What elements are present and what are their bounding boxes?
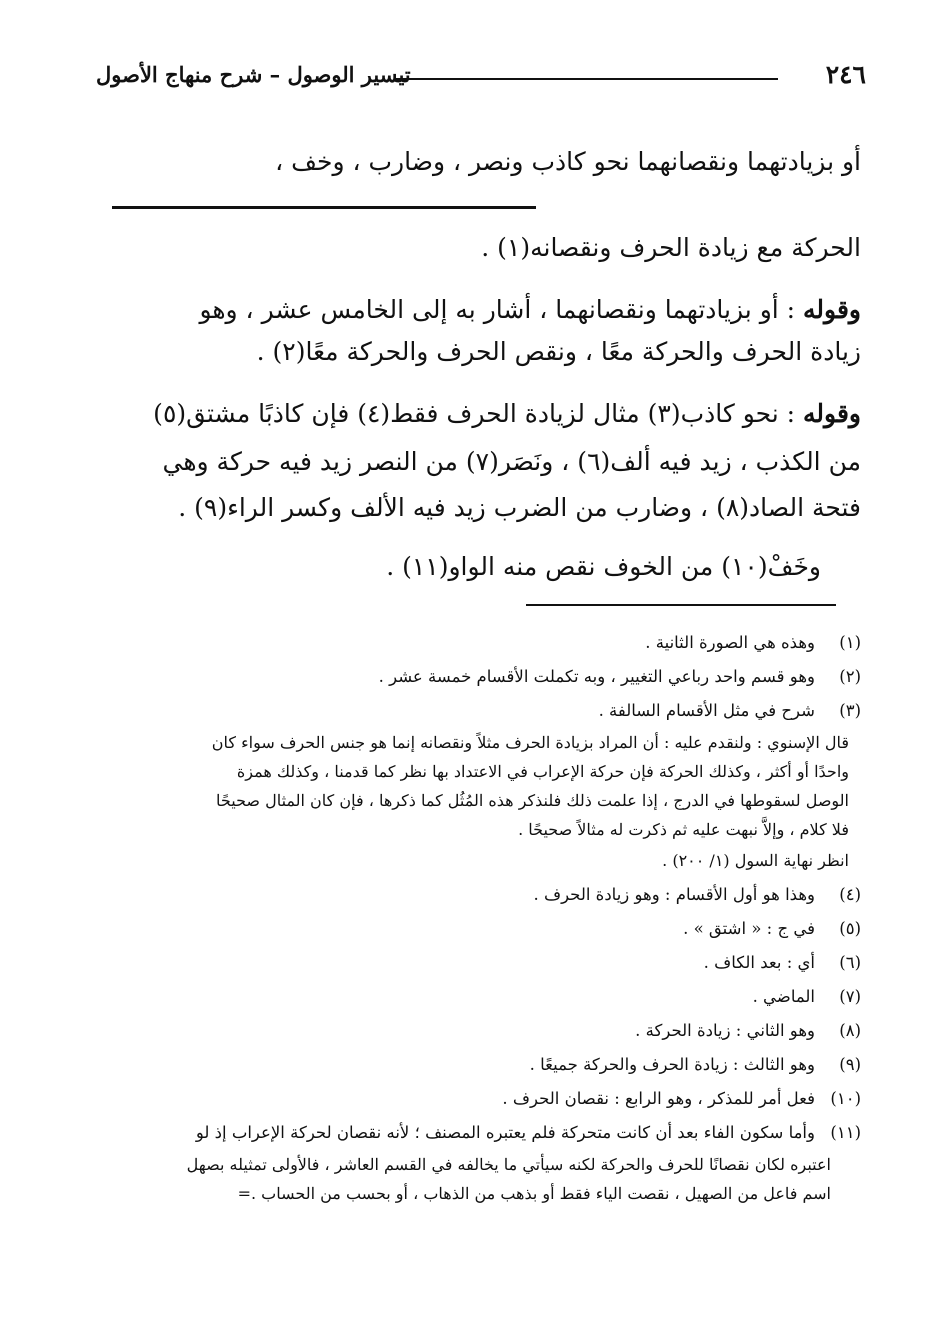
footnote-number: (٧) (839, 987, 861, 1006)
footnote-text: شرح في مثل الأقسام السالفة . (598, 701, 815, 720)
footnote (101, 1116, 861, 1150)
footnote (101, 626, 861, 660)
footnote (101, 694, 861, 728)
footnote-continuation: اسم فاعل من الصهيل ، نقصت الياء فقط أو بذهب من الذهاب ، أو بحسب من الحساب .= (237, 1184, 831, 1203)
footnote-number: (٩) (839, 1055, 861, 1074)
paragraph-line (199, 290, 861, 330)
paragraph-line (153, 394, 861, 434)
footnote-number: (٦) (839, 953, 861, 972)
footnote (101, 1048, 861, 1082)
footnote-number: (٥) (839, 919, 861, 938)
footnote-number: (١١) (830, 1123, 861, 1142)
footnote-text: وأما سكون الفاء بعد أن كانت متحركة فلم يعتبره المصنف ؛ لأنه نقصان لحركة الإعراب إذ لو (195, 1123, 815, 1142)
paragraph-text: : نحو كاذب(٣) مثال لزيادة الحرف فقط(٤) فإن كاذبًا مشتق(٥) (153, 399, 804, 428)
footnote-rule (526, 604, 836, 606)
footnote-number: (١) (839, 633, 861, 652)
paragraph-line: من الكذب ، زيد فيه ألف(٦) ، ونَصَر(٧) من النصر زيد فيه حركة وهي (162, 447, 861, 476)
footnote-text: وهو الثالث : زيادة الحرف والحركة جميعًا . (529, 1055, 815, 1074)
footnote (101, 946, 861, 980)
footnote (101, 660, 861, 694)
footnote (101, 1014, 861, 1048)
footnote-quote-line: فلا كلام ، وإلاَّ نبهت عليه ثم ذكرت له مثالاً صحيحًا . (518, 820, 849, 839)
footnote-number: (٨) (839, 1021, 861, 1040)
footnote-text: في ج : « اشتق » . (683, 919, 815, 938)
footnotes (101, 626, 861, 1208)
footnote (101, 1082, 861, 1116)
page-number: ٢٤٦ (825, 60, 866, 89)
footnote-number: (٢) (839, 667, 861, 686)
paragraph-line: وخَفْ(١٠) من الخوف نقص منه الواو(١١) . (386, 552, 821, 581)
paragraph-lead: وقوله (803, 295, 861, 324)
footnote-quote-line: قال الإسنوي : ولنقدم عليه : أن المراد بزيادة الحرف مثلاً ونقصانه إنما هو جنس الحرف سواء كان (211, 733, 849, 752)
footnote-text: أي : بعد الكاف . (703, 953, 815, 972)
main-text-line: الحركة مع زيادة الحرف ونقصانه(١) . (481, 233, 861, 262)
footnote (101, 878, 861, 912)
footnote-continuation: اعتبره لكان نقصانًا للحرف والحركة لكنه سيأتي ما يخالفه في القسم العاشر ، فالأولى تمثيله بصهل (186, 1155, 831, 1174)
footnote-number: (١٠) (830, 1089, 861, 1108)
main-text-line: أو بزيادتهما ونقصانهما نحو كاذب ونصر ، وضارب ، وخف ، (275, 147, 861, 176)
footnote-text: وهذه هي الصورة الثانية . (645, 633, 815, 652)
footnote-number: (٤) (839, 885, 861, 904)
paragraph-lead: وقوله (803, 399, 861, 428)
footnote-quote-line: واحدًا أو أكثر ، وكذلك الحركة فإن حركة الإعراب في الاعتداد بها نظر كما قدمنا ، وكذلك همزة (236, 762, 849, 781)
footnote-reference: انظر نهاية السول (١/ ٢٠٠) . (662, 851, 849, 870)
page-header (96, 60, 866, 96)
paragraph-line: زيادة الحرف والحركة معًا ، ونقص الحرف والحركة معًا(٢) . (256, 337, 861, 366)
footnote-quote-line: الوصل لسقوطها في الدرج ، إذا علمت ذلك فلنذكر هذه المُثُل كما ذكرها ، فإن كان المثال صحيحًا (216, 791, 849, 810)
footnote-text: فعل أمر للمذكر ، وهو الرابع : نقصان الحرف . (502, 1089, 815, 1108)
footnote-number: (٣) (839, 701, 861, 720)
footnote (101, 980, 861, 1014)
running-title: تيسير الوصول – شرح منهاج الأصول (96, 62, 411, 87)
paragraph-line: فتحة الصاد(٨) ، وضارب من الضرب زيد فيه الألف وكسر الراء(٩) . (178, 493, 861, 522)
footnote (101, 912, 861, 946)
footnote-text: وهذا هو أول الأقسام : وهو زيادة الحرف . (533, 885, 815, 904)
footnote-text: الماضي . (752, 987, 815, 1006)
paragraph-text: : أو بزيادتهما ونقصانهما ، أشار به إلى الخامس عشر ، وهو (199, 295, 804, 324)
footnote-text: وهو الثاني : زيادة الحركة . (635, 1021, 815, 1040)
section-rule (112, 206, 536, 209)
footnote-text: وهو قسم واحد رباعي التغيير ، وبه تكملت الأقسام خمسة عشر . (378, 667, 815, 686)
header-rule (394, 78, 778, 80)
